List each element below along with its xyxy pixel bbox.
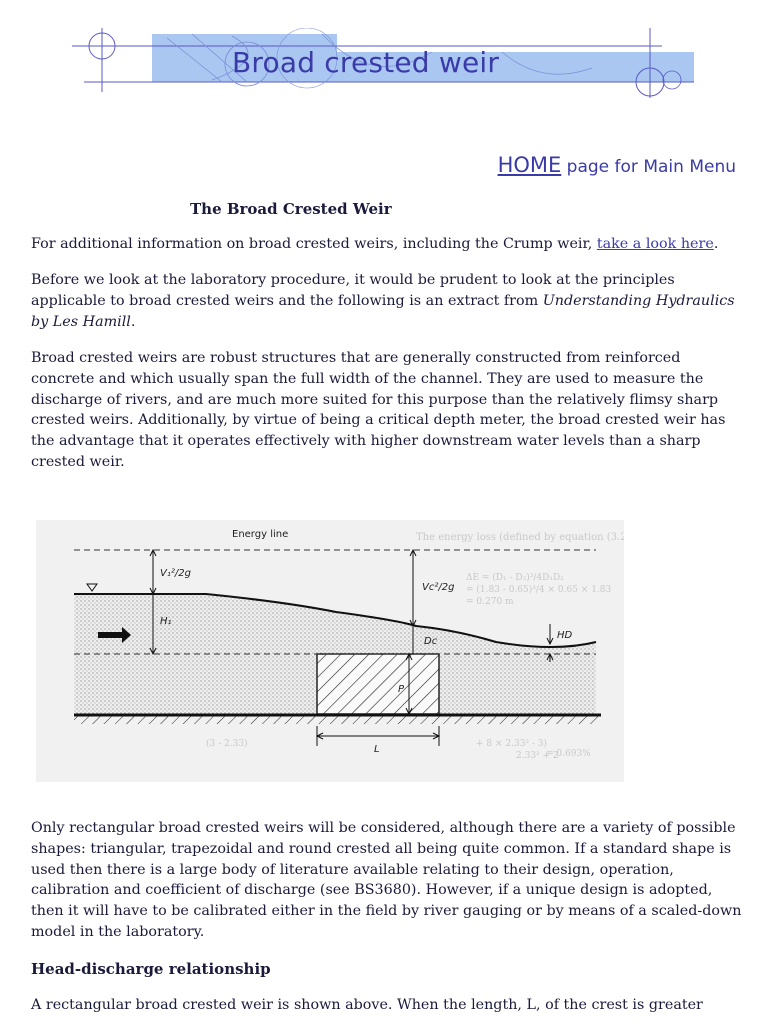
p-label: P <box>398 684 405 695</box>
extract-end: . <box>130 313 136 330</box>
hd-label: HD <box>557 630 573 641</box>
ghost-text: 2.33² + 2 <box>516 751 559 761</box>
ghost-text: + 8 × 2.33² - 3) <box>476 739 548 749</box>
vc-label: Vc²/2g <box>422 582 455 593</box>
ghost-text: = 0.270 m <box>466 597 514 607</box>
description-paragraph: Broad crested weirs are robust structures that are generally constructed from reinforced concrete and which usually span the full width of the channel. They are used to measure the discharge of rivers, and are much more suited for this purpose than the relatively flimsy sharp crested weirs. Additionally, by virtue of being a critical depth meter, the broad crested weir has the advantage that it operates effectively with higher downstream water levels than a sharp crested weir. <box>31 350 726 470</box>
section-heading: Head-discharge relationship <box>31 960 271 978</box>
ghost-text: (3 - 2.33) <box>206 739 248 749</box>
home-nav <box>498 153 736 177</box>
page-banner <box>72 28 700 98</box>
rectangular-weir-paragraph: A rectangular broad crested weir is shown above. When the length, L, of the crest is greater <box>31 997 703 1013</box>
ghost-text: ΔE = (D₁ - D₂)³/4D₁D₂ <box>466 573 564 583</box>
ghost-text: The energy loss (defined by equation (3.20) <box>416 532 624 543</box>
v1-label: V₁²/2g <box>160 568 191 579</box>
home-suffix: page for Main Menu <box>561 157 736 177</box>
book-title: Understanding Hydraulics by Les Hamill <box>31 292 735 330</box>
l-label: L <box>374 744 380 755</box>
weir-block <box>317 654 439 714</box>
weir-diagram <box>36 520 624 782</box>
dc-label: Dc <box>424 636 438 647</box>
intro-text: For additional information on broad crested weirs, including the Crump weir, <box>31 236 597 252</box>
weir-diagram-svg <box>36 520 624 782</box>
extract-paragraph <box>31 270 743 332</box>
h1-label: H₁ <box>160 616 172 627</box>
shapes-paragraph: Only rectangular broad crested weirs will be considered, although there are a variety of possible shapes: triangular, trapezoidal and round crested all being quite common. If a standard shape is used then there is a large body of literature available relating to their design, operation, calibration and coefficient of discharge (see BS3680). However, if a unique design is adopted, then it will have to be calibrated either in the field by river gauging or by means of a scaled-down model in the laboratory. <box>31 820 742 940</box>
intro-paragraph <box>31 234 743 255</box>
banner-title: Broad crested weir <box>232 46 500 79</box>
take-a-look-link[interactable]: take a look here <box>596 236 714 252</box>
extract-text: Before we look at the laboratory procedure, it would be prudent to look at the principles applicable to broad crested weirs and the following is an extract from <box>31 272 675 309</box>
intro-end: . <box>713 236 719 252</box>
ghost-text: = (1.83 - 0.65)³/4 × 0.65 × 1.83 <box>466 585 612 595</box>
page-heading: The Broad Crested Weir <box>190 200 392 218</box>
bed-hatching <box>74 716 601 724</box>
ghost-text: = 0.693% <box>546 749 591 759</box>
home-link[interactable]: HOME <box>497 153 562 177</box>
energy-line-label: Energy line <box>232 529 289 540</box>
